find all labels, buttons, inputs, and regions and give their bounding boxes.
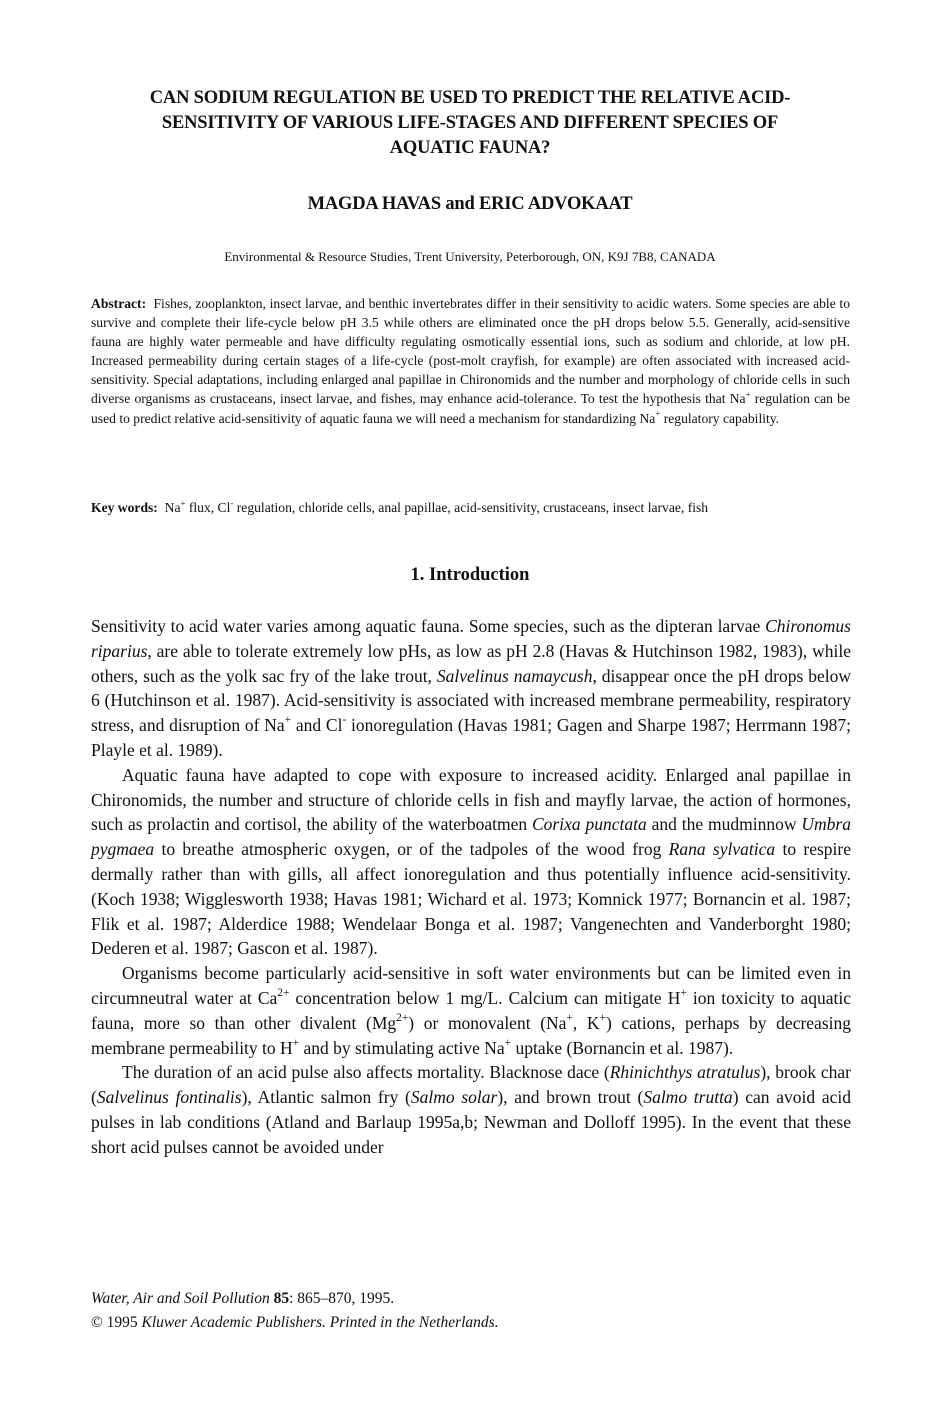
superscript: 2+ (396, 1011, 409, 1024)
abstract (91, 294, 850, 428)
abstract-label: Abstract: (91, 296, 147, 311)
journal-citation (91, 1287, 851, 1311)
superscript: 2+ (277, 987, 290, 999)
title-line-1: CAN SODIUM REGULATION BE USED TO PREDICT THE RELATIVE ACID- (149, 88, 791, 108)
keywords-text: flux, Cl (185, 500, 231, 515)
text-run: ) or monovalent (Na (408, 1012, 567, 1033)
species-name: Rhinichthys atratulus (609, 1062, 761, 1083)
superscript: + (745, 389, 751, 400)
paragraph-4 (91, 1060, 851, 1159)
paragraph-3 (91, 961, 851, 1060)
footer-citation (91, 1287, 851, 1335)
journal-pages: : 865–870, 1995. (289, 1290, 395, 1307)
superscript: + (680, 987, 687, 999)
species-name: Rana sylvatica (668, 839, 776, 860)
keywords (91, 498, 850, 517)
superscript: + (504, 1036, 512, 1049)
species-name: Chironomus riparius (91, 616, 851, 661)
species-name: Salmo solar (410, 1087, 498, 1108)
text-run: concentration below 1 mg/L. Calcium can mitigate H (289, 987, 681, 1008)
text-run: ionoregulation (Havas 1981; Gagen and Sharpe 1987; Herrmann 1987; Playle et al. 1989). (91, 715, 851, 760)
body-text (91, 614, 851, 1160)
text-run: Aquatic fauna have adapted to cope with exposure to increased acidity. Enlarged anal papillae in Chironomids, the number and structure of chloride cells in fish and mayfly larvae, the action of hormones, such as prolactin and cortisol, the ability of the waterboatmen (91, 764, 851, 835)
superscript: + (292, 1036, 300, 1049)
title-line-3: AQUATIC FAUNA? (389, 138, 551, 158)
journal-name: Water, Air and Soil Pollution (91, 1290, 270, 1307)
superscript: - (230, 497, 234, 508)
text-run: Sensitivity to acid water varies among aquatic fauna. Some species, such as the dipteran larvae (91, 616, 766, 636)
superscript: + (284, 714, 292, 727)
superscript: + (655, 408, 661, 419)
keywords-text: regulation, chloride cells, anal papillae, acid-sensitivity, crustaceans, insect larvae, fish (233, 500, 709, 515)
keywords-text: Na (164, 500, 181, 515)
species-name: Salvelinus namaycush (436, 665, 593, 686)
text-run: , K (572, 1012, 600, 1033)
text-run: to breathe atmospheric oxygen, or of the tadpoles of the wood frog (154, 839, 669, 860)
text-run: uptake (Bornancin et al. 1987). (511, 1037, 734, 1058)
paragraph-2 (91, 763, 851, 961)
section-heading: 1. Introduction (410, 565, 530, 585)
superscript: + (180, 497, 186, 508)
copyright-line (91, 1311, 851, 1335)
text-run: , are able to tolerate extremely low pHs, as low as pH 2.8 (Havas & Hutchinson 1982, 1983), while others, such as the yolk sac fry of the lake trout, (91, 640, 851, 686)
superscript: + (566, 1011, 573, 1024)
text-run: The duration of an acid pulse also affects mortality. Blacknose dace ( (122, 1062, 610, 1083)
text-run: to respire dermally rather than with gills, all affect ionoregulation and thus potentially influence acid-sensitivity. (Koch 1938; Wigglesworth 1938; Havas 1981; Wichard et al. 1973; Komnick 1977; Bornancin et al. 1987; Flik et al. 1987; Alderdice 1988; Wendelaar Bonga et al. 1987; Vangenechten and Vanderborght 1980; Dederen et al. 1987; Gascon et al. 1987). (91, 839, 851, 959)
species-name: Salvelinus fontinalis (96, 1087, 242, 1108)
affiliation: Environmental & Resource Studies, Trent University, Peterborough, ON, K9J 7B8, CANADA (224, 249, 716, 264)
species-name: Corixa punctata (532, 814, 647, 835)
title-line-2: SENSITIVITY OF VARIOUS LIFE-STAGES AND DIFFERENT SPECIES OF (161, 113, 779, 133)
text-run: Organisms become particularly acid-sensitive in soft water environments but can be limited even in circumneutral water at Ca (91, 963, 851, 1008)
text-run: ), brook char ( (91, 1062, 851, 1108)
keywords-label: Key words: (91, 500, 158, 515)
journal-volume: 85 (273, 1290, 290, 1307)
publisher: Kluwer Academic Publishers. Printed in the Netherlands. (141, 1314, 499, 1331)
text-run: ion toxicity to aquatic fauna, more so than other divalent (Mg (91, 987, 851, 1033)
text-run: , disappear once the pH drops below 6 (Hutchinson et al. 1987). Acid-sensitivity is associated with increased membrane permeability, respiratory stress, and disruption of Na (91, 665, 851, 736)
superscript: + (599, 1011, 606, 1024)
text-run: ), Atlantic salmon fry ( (241, 1087, 411, 1108)
species-name: Salmo trutta (643, 1087, 733, 1108)
paper-title (90, 86, 850, 161)
abstract-text: regulation can be used to predict relative acid-sensitivity of aquatic fauna we will need a mechanism for standardizing Na (91, 391, 850, 426)
paragraph-1 (91, 614, 851, 763)
text-run: and the mudminnow (646, 814, 802, 835)
text-run: and by stimulating active Na (299, 1037, 505, 1058)
copyright-mark: © 1995 (91, 1314, 142, 1331)
species-name: Umbra pygmaea (91, 814, 851, 860)
text-run: ) cations, perhaps by decreasing membrane permeability to H (91, 1012, 851, 1058)
text-run: ) can avoid acid pulses in lab conditions (Atland and Barlaup 1995a,b; Newman and Dolloff 1995). In the event that these short acid pulses cannot be avoided under (91, 1087, 851, 1157)
abstract-text: Fishes, zooplankton, insect larvae, and benthic invertebrates differ in their sensitivity to acidic waters. Some species are able to survive and complete their life-cycle below pH 3.5 while others are eliminated once the pH drops below 5.5. Generally, acid-sensitive fauna are highly water permeable and have difficulty regulating osmotically essential ions, such as sodium and chloride, at low pH. Increased permeability during certain stages of a life-cycle (post-molt crayfish, for example) are often associated with increased acid-sensitivity. Special adaptations, including enlarged anal papillae in Chironomids and the number and morphology of chloride cells in such diverse organisms as crustaceans, insect larvae, and fishes, may enhance acid-tolerance. To test the hypothesis that Na (91, 296, 850, 407)
abstract-text: regulatory capability. (660, 410, 780, 426)
authors: MAGDA HAVAS and ERIC ADVOKAAT (307, 194, 633, 214)
text-run: ), and brown trout ( (497, 1087, 644, 1108)
superscript: - (342, 714, 347, 727)
text-run: and Cl (291, 715, 343, 736)
